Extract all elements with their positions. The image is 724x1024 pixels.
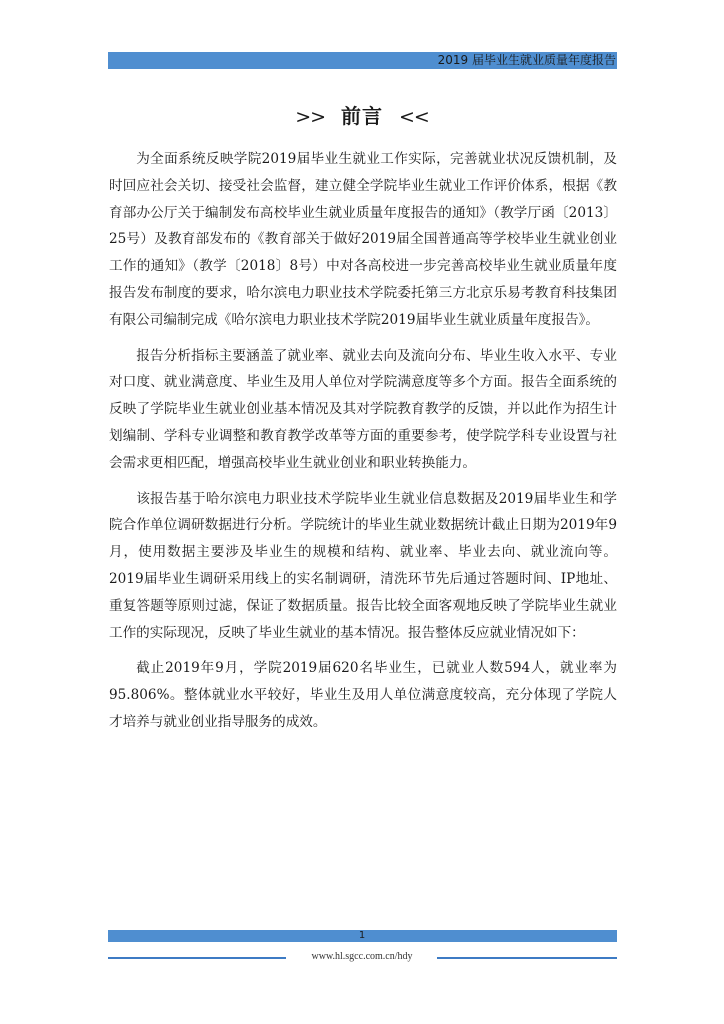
footer-url: www.hl.sgcc.com.cn/hdy	[311, 951, 413, 962]
paragraph-1: 为全面系统反映学院2019届毕业生就业工作实际，完善就业状况反馈机制，及时回应社会关切、接受社会监督，建立健全学院毕业生就业工作评价体系，根据《教育部办公厅关于编制发布高校毕业生就业质量年度报告的通知》（教学厅函〔2013〕25号）及教育部发布的《教育部关于做好2019届全国普通高等学校毕业生就业创业工作的通知》（教学〔2018〕8号）中对各高校进一步完善高校毕业生就业质量年度报告发布制度的要求，哈尔滨电力职业技术学院委托第三方北京乐易考教育科技集团有限公司编制完成《哈尔滨电力职业技术学院2019届毕业生就业质量年度报告》。	[109, 151, 617, 328]
body-content	[109, 146, 617, 745]
page-title	[0, 100, 724, 129]
footer-rule-right	[437, 957, 617, 959]
paragraph-4: 截止2019年9月，学院2019届620名毕业生，已就业人数594人，就业率为95.806%。整体就业水平较好，毕业生及用人单位满意度较高，充分体现了学院人才培养与就业创业指导服务的成效。	[109, 660, 617, 730]
paragraph-3: 该报告基于哈尔滨电力职业技术学院毕业生就业信息数据及2019届毕业生和学院合作单位调研数据进行分析。学院统计的毕业生就业数据统计截止日期为2019年9月，使用数据主要涉及毕业生的规模和结构、就业率、毕业去向、就业流向等。2019届毕业生调研采用线上的实名制调研，清洗环节先后通过答题时间、IP地址、重复答题等原则过滤，保证了数据质量。报告比较全面客观地反映了学院毕业生就业工作的实际现况，反映了毕业生就业的基本情况。报告整体反应就业情况如下：	[109, 490, 617, 641]
footer-rule-left	[108, 957, 286, 959]
title-left-chevrons: >>	[295, 106, 326, 128]
paragraph-2: 报告分析指标主要涵盖了就业率、就业去向及流向分布、毕业生收入水平、专业对口度、就业满意度、毕业生及用人单位对学院满意度等多个方面。报告全面系统的反映了学院毕业生就业创业基本情况及其对学院教育教学的反馈，并以此作为招生计划编制、学科专业调整和教育教学改革等方面的重要参考，使学院学科专业设置与社会需求更相匹配，增强高校毕业生就业创业和职业转换能力。	[109, 347, 617, 471]
title-right-chevrons: <<	[398, 106, 429, 128]
running-title: 2019 届毕业生就业质量年度报告	[437, 53, 616, 67]
page-number: 1	[358, 930, 366, 941]
title-text: 前言	[341, 104, 383, 128]
